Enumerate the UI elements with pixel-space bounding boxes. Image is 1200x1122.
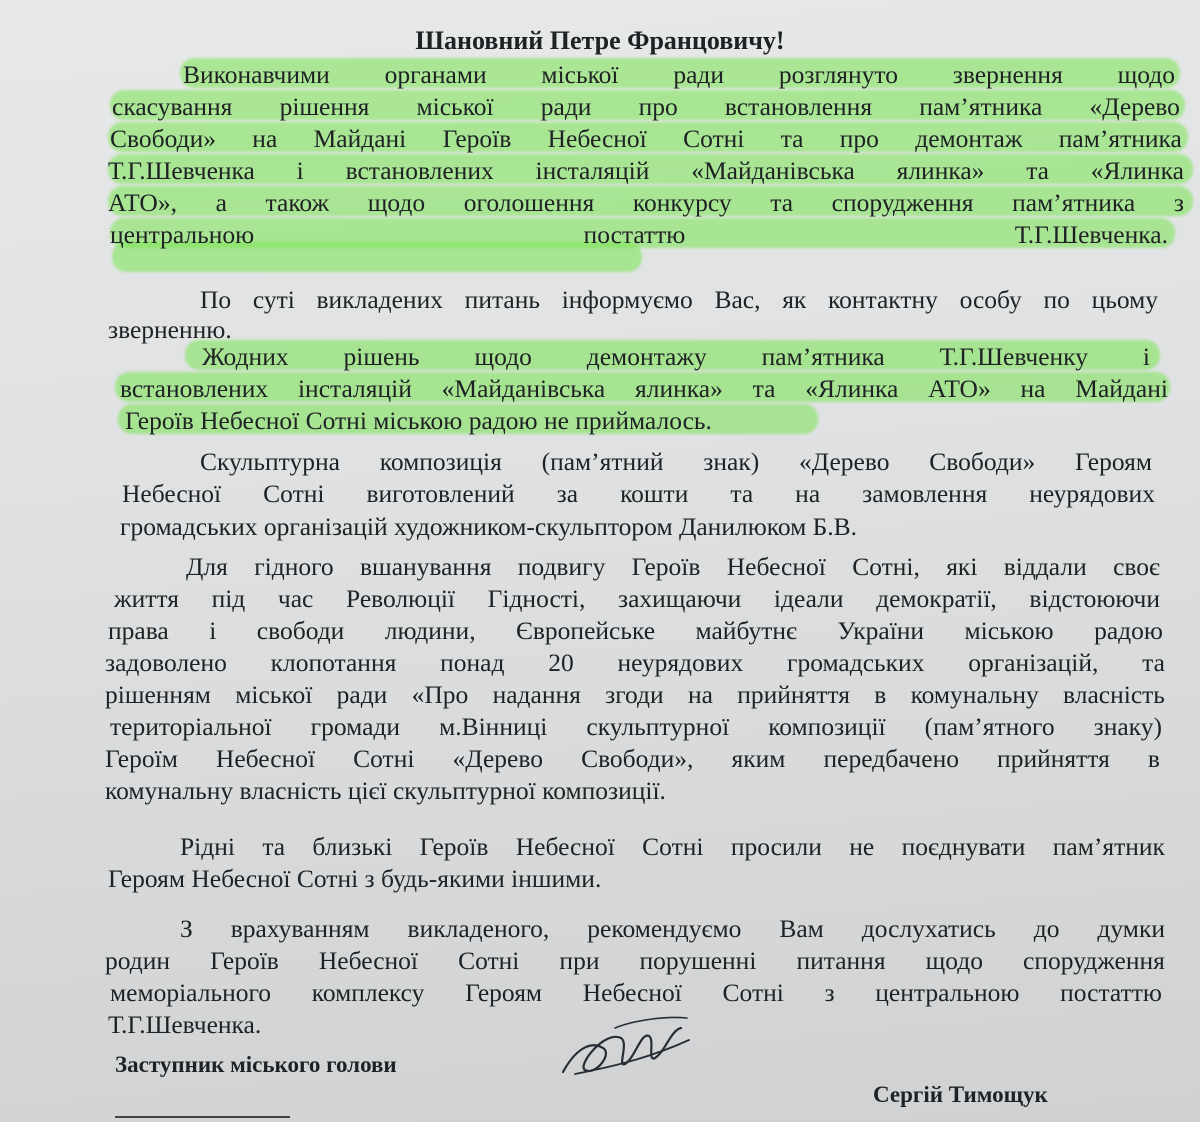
letter-line: Героям Небесної Сотні з будь-якими іншими. <box>108 864 602 893</box>
letter-line: Героїм Небесної Сотні «Дерево Свободи», яким передбачено прийняття в <box>105 744 1160 773</box>
letter-line: задоволено клопотання понад 20 неурядових громадських організацій, та <box>105 648 1165 677</box>
letter-line: З врахуванням викладеного, рекомендуємо Вам дослухатись до думки <box>180 914 1165 943</box>
letter-line: Героїв Небесної Сотні міською радою не приймалось. <box>125 406 712 435</box>
letter-line: меморіального комплексу Героям Небесної Сотні з центральною постаттю <box>110 978 1162 1007</box>
letter-line: Для гідного вшанування подвигу Героїв Небесної Сотні, які віддали своє <box>186 552 1160 581</box>
letter-line: Т.Г.Шевченка і встановлених інсталяцій «Майданівська ялинка» та «Ялинка <box>108 156 1184 185</box>
letter-line: центральною постаттю Т.Г.Шевченка. <box>110 220 1168 249</box>
signatory-title: Заступник міського голови <box>115 1052 397 1077</box>
letter-line: Скульптурна композиція (пам’ятний знак) «Дерево Свободи» Героям <box>200 447 1152 476</box>
letter-line: скасування рішення міської ради про встановлення пам’ятника «Дерево <box>112 92 1180 121</box>
letter-line: Рідні та близькі Героїв Небесної Сотні просили не поєднувати пам’ятник <box>180 832 1165 861</box>
letter-line: життя під час Революції Гідності, захищаючи ідеали демократії, відстоюючи <box>114 584 1160 613</box>
letter-line: Жодних рішень щодо демонтажу пам’ятника Т.Г.Шевченку і <box>202 342 1150 371</box>
letter-line: територіальної громади м.Вінниці скульптурної композиції (пам’ятного знаку) <box>110 712 1162 741</box>
letter-salutation: Шановний Петре Францовичу! <box>415 26 785 55</box>
letter-line: комунальну власність цієї скульптурної композиції. <box>105 776 666 805</box>
letter-line: Небесної Сотні виготовлений за кошти та на замовлення неурядових <box>122 479 1155 508</box>
signature-rule <box>115 1116 290 1118</box>
letter-line: Свободи» на Майдані Героїв Небесної Сотні та про демонтаж пам’ятника <box>110 124 1182 153</box>
letter-line: зверненню. <box>108 315 232 344</box>
letter-line: Т.Г.Шевченка. <box>108 1010 262 1039</box>
letter-line: громадських організацій художником-скульптором Данилюком Б.В. <box>120 512 858 541</box>
letter-line: встановлених інсталяцій «Майданівська ялинка» та «Ялинка АТО» на Майдані <box>120 374 1168 403</box>
handwritten-signature <box>555 1010 695 1090</box>
letter-line: рішенням міської ради «Про надання згоди на прийняття в комунальну власність <box>105 680 1165 709</box>
letter-line: По суті викладених питань інформуємо Вас, як контактну особу по цьому <box>200 285 1158 314</box>
signatory-name: Сергій Тимощук <box>873 1082 1048 1107</box>
letter-line: родин Героїв Небесної Сотні при порушенні питання щодо спорудження <box>105 946 1165 975</box>
letter-line: Виконавчими органами міської ради розглянуто звернення щодо <box>183 60 1175 89</box>
letter-line: АТО», а також щодо оголошення конкурсу та спорудження пам’ятника з <box>108 188 1184 217</box>
letter-line: права і свободи людини, Європейське майбутнє України міською радою <box>108 616 1163 645</box>
